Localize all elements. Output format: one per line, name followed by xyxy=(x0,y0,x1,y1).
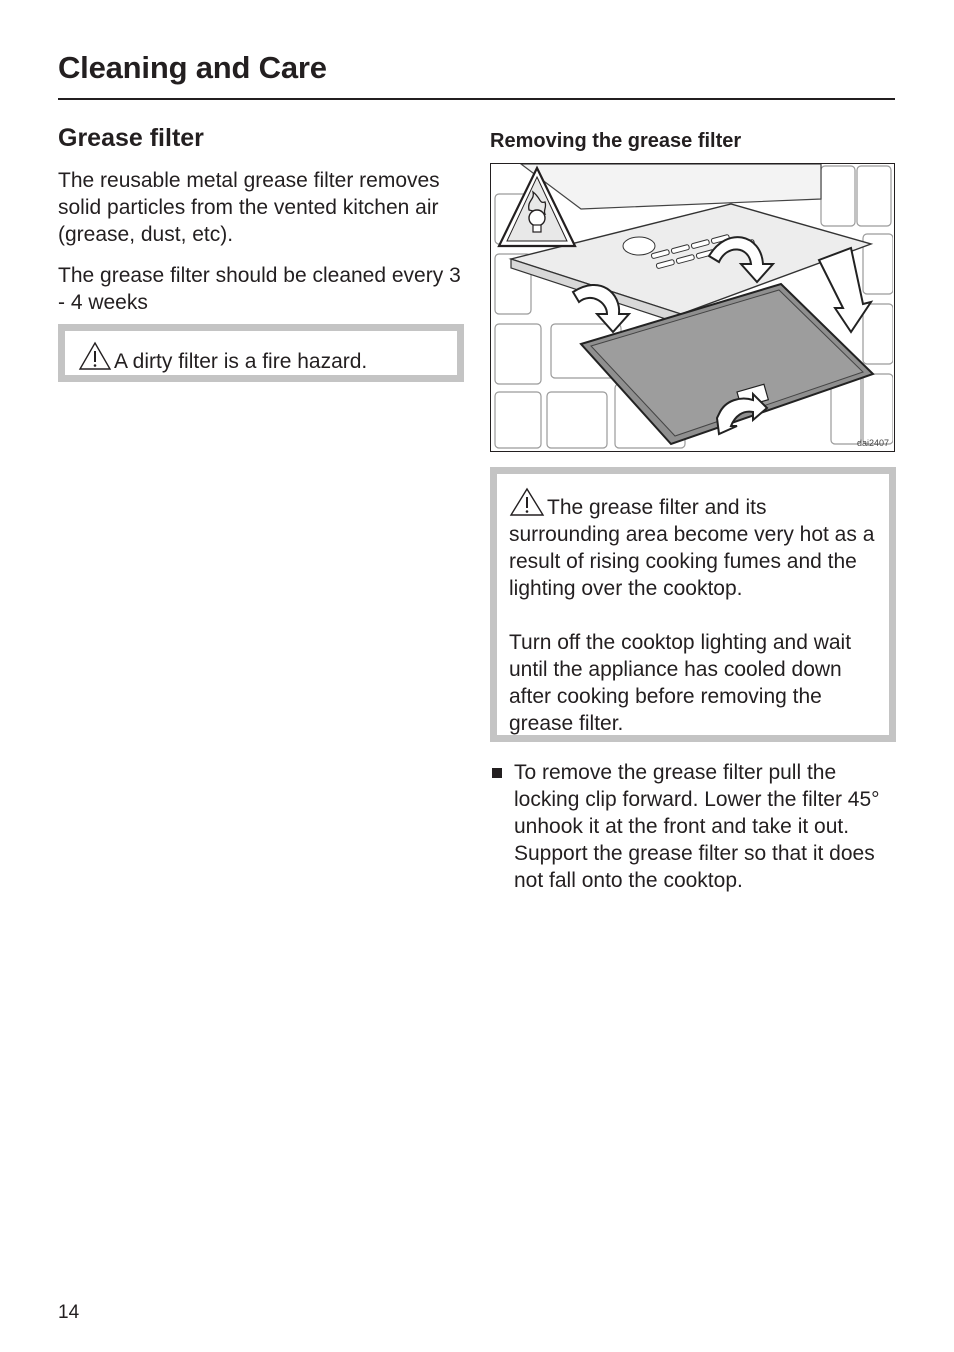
removal-instruction: To remove the grease filter pull the locking clip forward. Lower the filter 45° unhook it at the front and take it out. Support the grease filter so that it does not fall onto the cooktop. xyxy=(514,761,880,892)
page-number: 14 xyxy=(58,1302,80,1323)
left-column xyxy=(58,124,466,382)
cool-down-instruction: Turn off the cooktop lighting and wait until the appliance has cooled down after cooking before removing the grease filter. xyxy=(509,631,852,735)
hot-surface-warning-line xyxy=(509,487,875,602)
warning-triangle-icon xyxy=(509,487,545,517)
hot-surface-warning-text: The grease filter and its surrounding area become very hot as a result of rising cooking fumes and the lighting over the cooktop. xyxy=(509,496,875,600)
figure-code: dai2407 xyxy=(856,438,889,448)
fire-hazard-warning-text: A dirty filter is a fire hazard. xyxy=(114,350,368,373)
fire-hazard-warning xyxy=(58,324,464,382)
page-title: Cleaning and Care xyxy=(58,50,327,85)
bullet-square-icon xyxy=(492,768,502,778)
title-rule xyxy=(58,98,895,100)
right-column xyxy=(490,130,896,894)
sub-heading: Removing the grease filter xyxy=(490,130,742,152)
list-item xyxy=(490,759,896,894)
intro-paragraph: The reusable metal grease filter removes solid particles from the vented kitchen air (grease, dust, etc). xyxy=(58,169,440,246)
removal-diagram xyxy=(491,164,893,450)
section-heading: Grease filter xyxy=(58,124,204,152)
cleaning-interval-paragraph: The grease filter should be cleaned every 3 - 4 weeks xyxy=(58,264,461,314)
hot-surface-warning xyxy=(490,467,896,742)
warning-triangle-icon xyxy=(78,341,112,371)
grease-filter-removal-illustration xyxy=(490,163,895,452)
